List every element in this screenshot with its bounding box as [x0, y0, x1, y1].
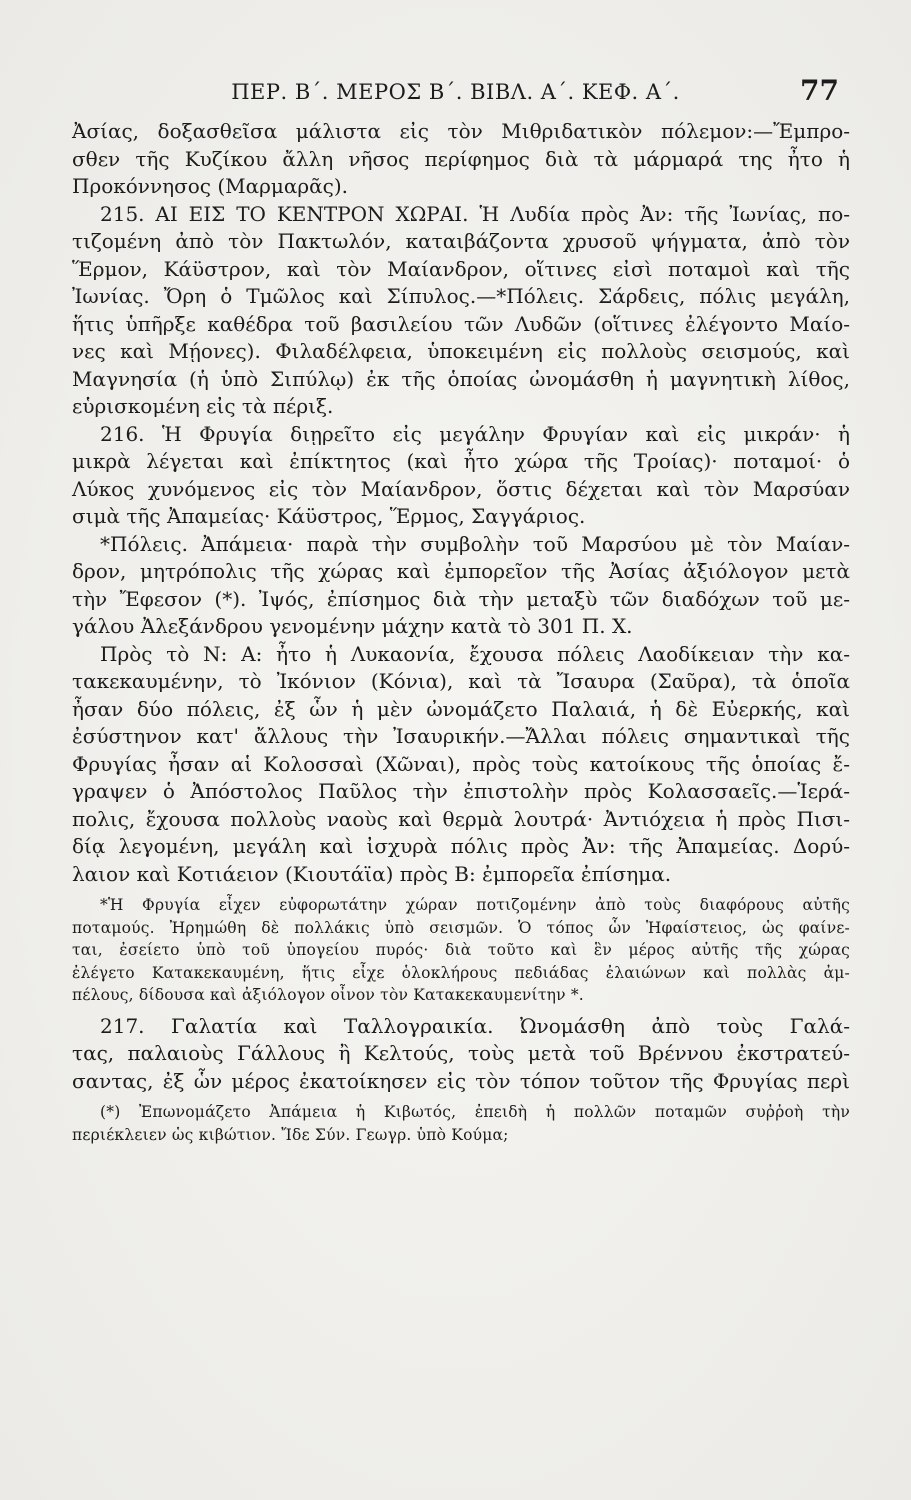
page-body — [72, 118, 850, 1146]
footnote-line: περιέκλειεν ὡς κιβώτιον. Ἴδε Σύν. Γεωγρ. ὑπὸ Κούμα; — [72, 1125, 509, 1144]
running-head: ΠΕΡ. Β΄. ΜΕΡΟΣ Β΄. ΒΙΒΛ. Α΄. ΚΕΦ. Α΄. — [231, 80, 680, 104]
note-line: ἐλέγετο Κατακεκαυμένη, ἥτις εἶχε ὁλοκλήρους πεδιάδας ἐλαιώνων καὶ πολλὰς ἀμ- — [72, 963, 850, 982]
body-line: Μαγνησία (ἡ ὑπὸ Σιπύλῳ) ἐκ τῆς ὁποίας ὠνομάσθη ἡ μαγνητικὴ λίθος, — [72, 366, 850, 391]
body-line: ἥτις ὑπῆρξε καθέδρα τοῦ βασιλείου τῶν Λυδῶν (οἵτινες ἐλέγοντο Μαίο- — [72, 311, 850, 336]
body-line: Πρὸς τὸ Ν: Α: ἦτο ἡ Λυκαονία, ἔχουσα πόλεις Λαοδίκειαν τὴν κα- — [100, 641, 850, 666]
body-line: δρον, μητρόπολις τῆς χώρας καὶ ἐμπορεῖον τῆς Ἀσίας ἀξιόλογον μετὰ — [72, 559, 850, 583]
note-line: ται, ἐσείετο ὑπὸ τοῦ ὑπογείου πυρός· διὰ τοῦτο καὶ ἓν μέρος αὐτῆς τῆς χώρας — [72, 941, 850, 959]
body-line: ἐσύστηνον κατ' ἄλλους τὴν Ἰσαυρικήν.—Ἄλλαι πόλεις σημαντικαὶ τῆς — [72, 724, 850, 748]
body-line: τιζομένη ἀπὸ τὸν Πακτωλόν, καταιβάζοντα χρυσοῦ ψήγματα, ἀπὸ τὸν — [72, 229, 850, 253]
body-line: τακεκαυμένην, τὸ Ἰκόνιον (Κόνια), καὶ τὰ Ἴσαυρα (Σαῦρα), τὰ ὁποῖα — [72, 669, 850, 693]
body-line: Ἰωνίας. Ὄρη ὁ Τμῶλος καὶ Σίπυλος.—*Πόλεις. Σάρδεις, πόλις μεγάλη, — [72, 284, 850, 308]
body-line: σθεν τῆς Κυζίκου ἄλλη νῆσος περίφημος διὰ τὰ μάρμαρά της ἦτο ἡ — [72, 146, 850, 171]
footnote-line: (*) Ἐπωνομάζετο Ἀπάμεια ἡ Κιβωτός, ἐπειδὴ ἡ πολλῶν ποταμῶν συῤῥοὴ τὴν — [100, 1103, 850, 1121]
page-number: 77 — [800, 74, 839, 107]
body-line: λαιον καὶ Κοτιάειον (Κιουτάϊα) πρὸς Β: ἐμπορεῖα ἐπίσημα. — [72, 861, 672, 886]
body-line: σαντας, ἐξ ὧν μέρος ἐκατοίκησεν εἰς τὸν τόπον τοῦτον τῆς Φρυγίας περὶ — [72, 1068, 850, 1093]
body-line: Ἀσίας, δοξασθεῖσα μάλιστα εἰς τὸν Μιθριδατικὸν πόλεμον:—Ἔμπρο- — [72, 119, 850, 143]
body-line: γάλου Ἀλεξάνδρου γενομένην μάχην κατὰ τὸ 301 Π. Χ. — [72, 614, 633, 638]
body-line: ἦσαν δύο πόλεις, ἐξ ὧν ἡ μὲν ὠνομάζετο Παλαιά, ἡ δὲ Εὐερκής, καὶ — [72, 696, 850, 721]
body-line: πολις, ἔχουσα πολλοὺς ναοὺς καὶ θερμὰ λουτρά· Ἀντιόχεια ἡ πρὸς Πισι- — [72, 806, 850, 831]
note-line: ποταμούς. Ἠρημώθη δὲ πολλάκις ὑπὸ σεισμῶν. Ὁ τόπος ὧν Ἡφαίστειος, ὡς φαίνε- — [72, 918, 850, 937]
body-line: νες καὶ Μῄονες). Φιλαδέλφεια, ὑποκειμένη εἰς πολλοὺς σεισμούς, καὶ — [72, 339, 850, 363]
body-line: μικρὰ λέγεται καὶ ἐπίκτητος (καὶ ἦτο χώρα τῆς Τροίας)· ποταμοί· ὁ — [72, 449, 850, 473]
page-header — [0, 74, 911, 110]
body-line: δίᾳ λεγομένη, μεγάλη καὶ ἰσχυρὰ πόλις πρὸς Ἀν: τῆς Ἀπαμείας. Δορύ- — [72, 834, 850, 858]
body-line: Λύκος χυνόμενος εἰς τὸν Μαίανδρον, ὅστις δέχεται καὶ τὸν Μαρσύαν — [72, 476, 850, 501]
body-line: τας, παλαιοὺς Γάλλους ἢ Κελτούς, τοὺς μετὰ τοῦ Βρέννου ἐκστρατεύ- — [72, 1041, 850, 1065]
body-line: τὴν Ἔφεσον (*). Ἰψός, ἐπίσημος διὰ τὴν μεταξὺ τῶν διαδόχων τοῦ με- — [72, 586, 850, 611]
body-line: γραψεν ὁ Ἀπόστολος Παῦλος τὴν ἐπιστολὴν πρὸς Κολασσαεῖς.—Ἱερά- — [72, 779, 850, 803]
section-215-heading-line: 215. ΑΙ ΕΙΣ ΤΟ ΚΕΝΤΡΟΝ ΧΩΡΑΙ. Ἡ Λυδία πρὸς Ἀν: τῆς Ἰωνίας, πο- — [100, 201, 850, 226]
note-line: *Ἡ Φρυγία εἶχεν εὐφορωτάτην χώραν ποτιζομένην ἀπὸ τοὺς διαφόρους αὐτῆς — [100, 896, 850, 914]
body-line: σιμὰ τῆς Ἀπαμείας· Κάϋστρος, Ἕρμος, Σαγγάριος. — [72, 504, 586, 528]
note-line: πέλους, δίδουσα καὶ ἀξιόλογον οἶνον τὸν Κατακεκαυμενίτην *. — [72, 986, 584, 1004]
section-216-heading-line: 216. Ἡ Φρυγία διῃρεῖτο εἰς μεγάλην Φρυγίαν καὶ εἰς μικράν· ἡ — [100, 421, 850, 446]
body-line: εὑρισκομένη εἰς τὰ πέριξ. — [72, 394, 334, 418]
body-line: Ἕρμον, Κάϋστρον, καὶ τὸν Μαίανδρον, οἵτινες εἰσὶ ποταμοὶ καὶ τῆς — [72, 256, 850, 281]
section-217-heading-line: 217. Γαλατία καὶ Ταλλογραικία. Ὠνομάσθη ἀπὸ τοὺς Γαλά- — [100, 1013, 850, 1038]
body-line: Φρυγίας ἦσαν αἱ Κολοσσαὶ (Χῶναι), πρὸς τοὺς κατοίκους τῆς ὁποίας ἔ- — [72, 751, 850, 776]
body-line: *Πόλεις. Ἀπάμεια· παρὰ τὴν συμβολὴν τοῦ Μαρσύου μὲ τὸν Μαίαν- — [100, 531, 850, 556]
body-line: Προκόννησος (Μαρμαρᾶς). — [72, 174, 349, 198]
